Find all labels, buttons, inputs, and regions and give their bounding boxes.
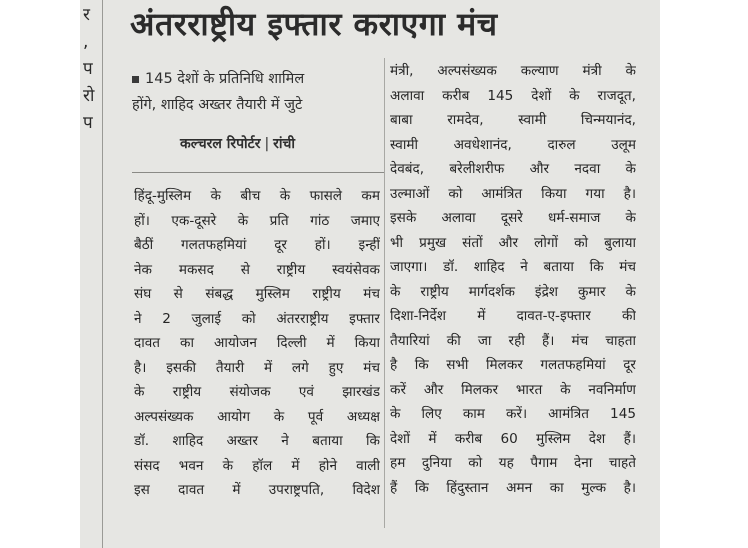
text-line: हों। एक-दूसरे के प्रति गांठ जमाए <box>134 212 380 229</box>
fragment-line: र <box>83 5 90 25</box>
byline <box>180 132 380 156</box>
column-divider <box>384 58 385 528</box>
text-line: दिशा-निर्देश में दावत-ए-इफ्तार की <box>390 308 636 324</box>
text-line: ने 2 जुलाई को अंतरराष्ट्रीय इफ्तार <box>134 310 380 327</box>
text-line: है। इसकी तैयारी में लगे हुए मंच <box>134 359 380 376</box>
text-line: हिंदू-मुस्लिम के बीच के फासले कम <box>134 188 380 204</box>
headline: अंतरराष्ट्रीय इफ्तार कराएगा मंच <box>130 5 498 43</box>
text-line: के राष्ट्रीय मार्गदर्शक इंद्रेश कुमार के <box>390 283 636 300</box>
text-line: मंत्री, अल्पसंख्यक कल्याण मंत्री के <box>390 63 636 79</box>
fragment-line: प <box>83 59 93 79</box>
article-column-left <box>134 184 380 503</box>
article-column-right <box>390 59 636 500</box>
text-line: उल्माओं को आमंत्रित किया गया है। <box>390 185 636 202</box>
subheadline <box>132 66 388 118</box>
text-line: हम दुनिया को यह पैगाम देना चाहते <box>390 455 636 471</box>
subheadline-line-2: होंगे, शाहिद अख्तर तैयारी में जुटे <box>132 97 303 113</box>
dateline-city: रांची <box>273 136 296 152</box>
text-line: जाएगा। डॉ. शाहिद ने बताया कि मंच <box>390 259 636 275</box>
text-line: दावत का आयोजन दिल्ली में किया <box>134 335 380 351</box>
reporter-name: कल्चरल रिपोर्टर <box>180 136 261 152</box>
subheadline-text: 145 देशों के प्रतिनिधि शामिल <box>145 71 305 87</box>
text-line: हैं कि हिंदुस्तान अमन का मुल्क है। <box>390 479 636 496</box>
text-line: के लिए काम करें। आमंत्रित 145 <box>390 406 636 422</box>
text-line: करें और मिलकर भारत के नवनिर्माण <box>390 381 636 398</box>
text-line: नेक मकसद से राष्ट्रीय स्वयंसेवक <box>134 261 380 278</box>
fragment-line: प <box>83 113 93 133</box>
text-line: है कि सभी मिलकर गलतफहमियां दूर <box>390 357 636 373</box>
text-line: संघ से संबद्ध मुस्लिम राष्ट्रीय मंच <box>134 286 380 302</box>
text-line: बाबा रामदेव, स्वामी चिन्मयानंद, <box>390 112 636 128</box>
text-line: संसद भवन के हॉल में होने वाली <box>134 457 380 474</box>
text-line: के राष्ट्रीय संयोजक एवं झारखंड <box>134 384 380 400</box>
text-line: भी प्रमुख संतों और लोगों को बुलाया <box>390 234 636 251</box>
fragment-line: , <box>83 32 89 52</box>
byline-separator: | <box>264 136 270 152</box>
newspaper-clipping <box>80 0 660 548</box>
text-line: स्वामी अवधेशानंद, दारुल उलूम <box>390 136 636 153</box>
text-line: अल्पसंख्यक आयोग के पूर्व अध्यक्ष <box>134 408 380 425</box>
previous-column-fragment <box>80 0 103 548</box>
text-line: डॉ. शाहिद अख्तर ने बताया कि <box>134 433 380 449</box>
text-line: अलावा करीब 145 देशों के राजदूत, <box>390 87 636 104</box>
text-line: बैठीं गलतफहमियां दूर हों। इन्हीं <box>134 237 380 253</box>
text-line: देशों में करीब 60 मुस्लिम देश हैं। <box>390 430 636 447</box>
bullet-icon <box>132 76 139 83</box>
subheadline-line-1 <box>132 66 388 92</box>
byline-divider <box>132 172 384 173</box>
text-line: तैयारियां की जा रही हैं। मंच चाहता <box>390 332 636 349</box>
text-line: इसके अलावा दूसरे धर्म-समाज के <box>390 210 636 226</box>
fragment-line: रो <box>83 86 95 106</box>
text-line: देवबंद, बरेलीशरीफ और नदवा के <box>390 161 636 177</box>
text-line: इस दावत में उपराष्ट्रपति, विदेश <box>134 482 380 498</box>
